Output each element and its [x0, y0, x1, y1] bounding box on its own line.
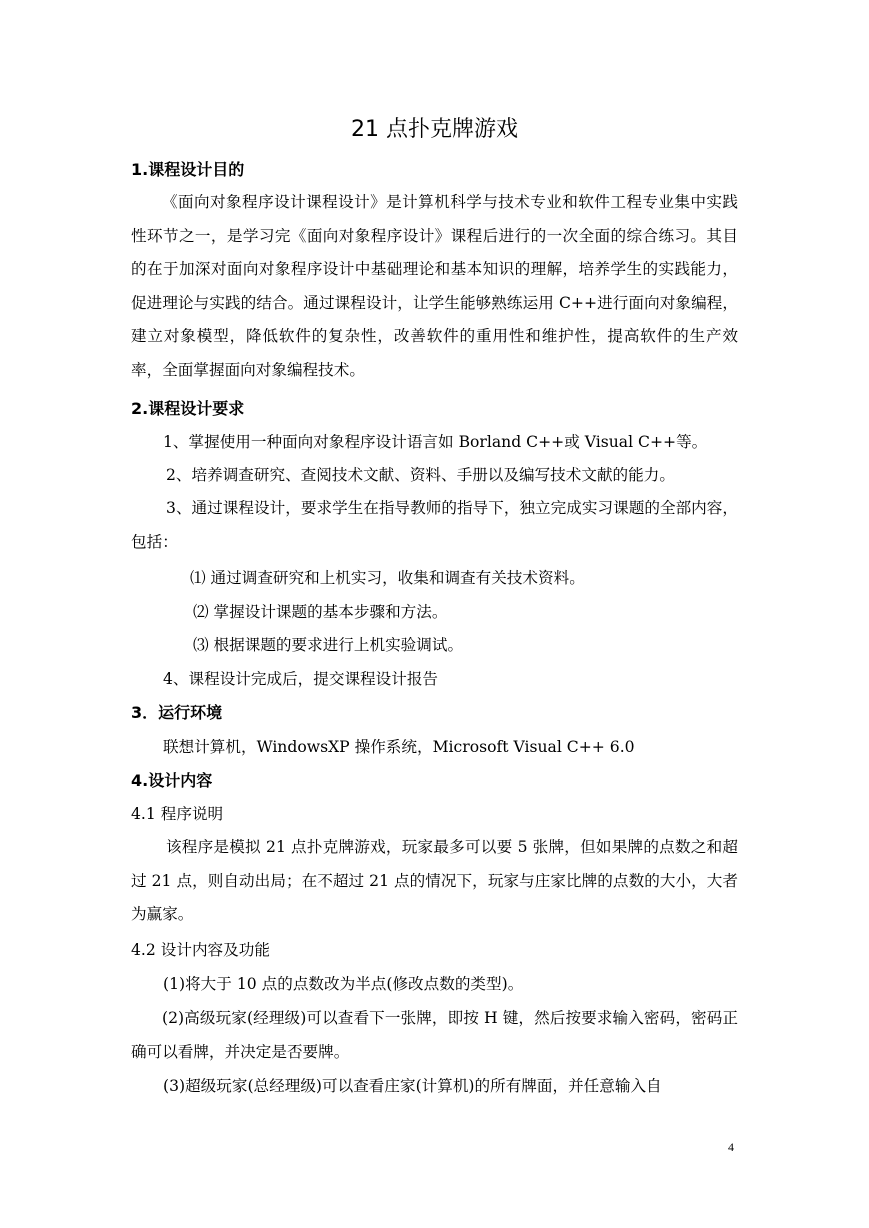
requirement-subitem-1: ⑴ 通过调查研究和上机实习，收集和调查有关技术资料。: [190, 569, 585, 587]
runtime-environment: 联想计算机，WindowsXP 操作系统，Microsoft Visual C++ 6.0: [163, 738, 635, 756]
subsection-4-2-heading: 4.2 设计内容及功能: [131, 941, 270, 959]
requirement-item-4: 4、课程设计完成后，提交课程设计报告: [163, 670, 439, 688]
document-title: 21 点扑克牌游戏: [351, 117, 518, 142]
feature-2: (2)高级玩家(经理级)可以查看下一张牌，即按 H 键，然后按要求输入密码，密码正确可以看牌，并决定是否要牌。: [131, 1009, 738, 1061]
requirement-item-1: 1、掌握使用一种面向对象程序设计语言如 Borland C++或 Visual C++等。: [163, 433, 708, 451]
requirement-item-3: 3、通过课程设计，要求学生在指导教师的指导下，独立完成实习课题的全部内容，包括：: [131, 499, 738, 551]
page-number: 4: [728, 1140, 734, 1154]
feature-1: (1)将大于 10 点的点数改为半点(修改点数的类型)。: [163, 975, 524, 993]
section-1-heading: 1.课程设计目的: [131, 160, 245, 179]
program-description: 该程序是模拟 21 点扑克牌游戏，玩家最多可以要 5 张牌，但如果牌的点数之和超过 21 点，则自动出局；在不超过 21 点的情况下，玩家与庄家比牌的点数的大小，大者为赢家。: [131, 838, 738, 924]
section-1-paragraph: 《面向对象程序设计课程设计》是计算机科学与技术专业和软件工程专业集中实践性环节之一，是学习完《面向对象程序设计》课程后进行的一次全面的综合练习。其目的在于加深对面向对象程序设计中基础理论和基本知识的理解，培养学生的实践能力，促进理论与实践的结合。通过课程设计，让学生能够熟练运用 C++进行面向对象编程，建立对象模型，降低软件的复杂性，改善软件的重用性和维护性，提高软件的生产效率，全面掌握面向对象编程技术。: [131, 193, 738, 379]
requirement-item-2: 2、培养调查研究、查阅技术文献、资料、手册以及编写技术文献的能力。: [166, 466, 675, 484]
section-3-heading: 3．运行环境: [131, 703, 223, 722]
section-4-heading: 4.设计内容: [131, 771, 213, 790]
feature-3: (3)超级玩家(总经理级)可以查看庄家(计算机)的所有牌面，并任意输入自: [163, 1077, 662, 1095]
requirement-subitem-2: ⑵ 掌握设计课题的基本步骤和方法。: [193, 603, 448, 621]
subsection-4-1-heading: 4.1 程序说明: [131, 805, 224, 823]
section-2-heading: 2.课程设计要求: [131, 399, 245, 418]
requirement-subitem-3: ⑶ 根据课题的要求进行上机实验调试。: [193, 636, 464, 654]
